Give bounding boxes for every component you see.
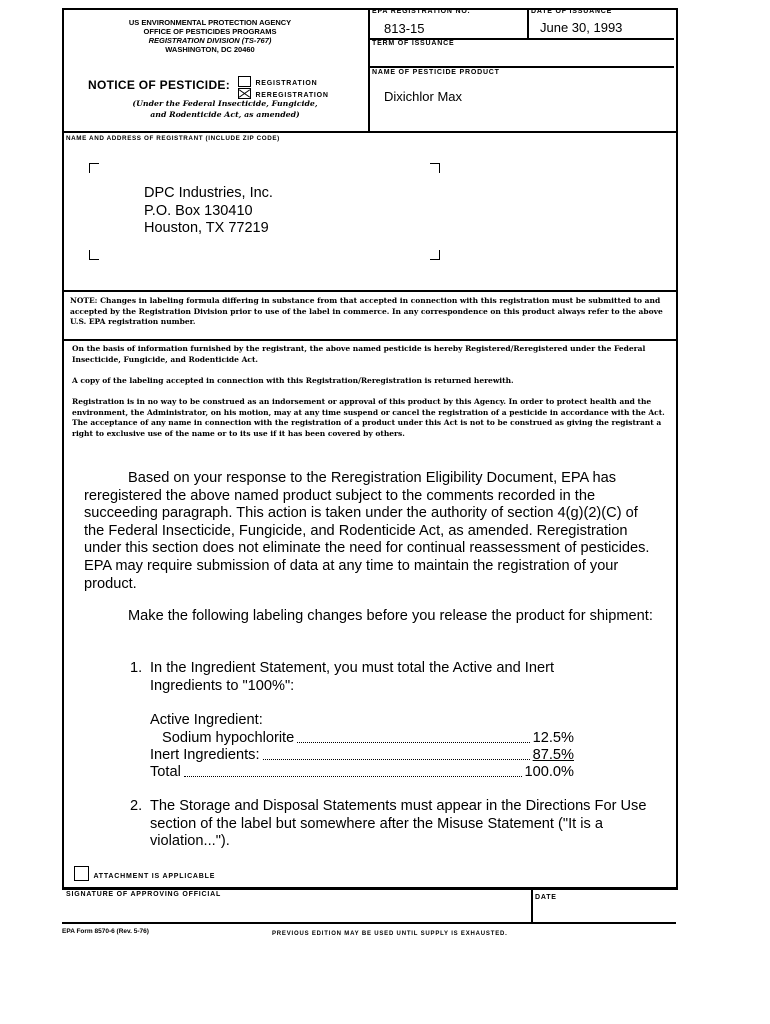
divider bbox=[62, 887, 676, 889]
labeling-copy-statement: A copy of the labeling accepted in connection with this Registration/Reregistration is returned herewith. bbox=[72, 376, 514, 385]
active-ingredient-heading: Active Ingredient: bbox=[150, 712, 263, 728]
agency-name: US ENVIRONMENTAL PROTECTION AGENCY bbox=[128, 18, 292, 27]
attachment-option[interactable]: ATTACHMENT IS APPLICABLE bbox=[74, 866, 215, 886]
divider bbox=[62, 922, 676, 924]
form-number: EPA Form 8570-6 (Rev. 5-76) bbox=[62, 928, 149, 935]
previous-edition-note: PREVIOUS EDITION MAY BE USED UNTIL SUPPLY IS EXHAUSTED. bbox=[272, 931, 508, 937]
term-of-issuance-label: TERM OF ISSUANCE bbox=[372, 40, 455, 47]
registrant-name: DPC Industries, Inc. bbox=[144, 185, 273, 201]
agency-address: WASHINGTON, DC 20460 bbox=[165, 45, 255, 54]
labeling-note: NOTE: Changes in labeling formula differing in substance from that accepted in connection with this registration must be submitted to and accepted by the Registration Division prior to use of the label in commerce. In any correspondence on this product always refer to the above U.S. EPA registration number. bbox=[70, 296, 663, 326]
attachment-checkbox[interactable] bbox=[74, 866, 89, 881]
date-label: DATE bbox=[535, 894, 557, 901]
product-name-value: Dixichlor Max bbox=[384, 89, 463, 104]
letter-paragraph-2: Make the following labeling changes before you release the product for shipment: bbox=[128, 608, 653, 624]
registrant-city: Houston, TX 77219 bbox=[144, 220, 269, 236]
epa-reg-no-value: 813-15 bbox=[384, 21, 425, 36]
option-reregistration[interactable]: REREGISTRATION bbox=[238, 86, 329, 104]
agency-division: REGISTRATION DIVISION (TS-767) bbox=[148, 36, 272, 45]
address-window-corner bbox=[430, 163, 440, 173]
registrant-address bbox=[144, 185, 273, 238]
letter-paragraph-1: Based on your response to the Reregistration Eligibility Document, EPA has reregistered the above named product subject to the comments recorded in the succeeding paragraph. This action is taken under the authority of section 4(g)(2)(C) of the Federal Insecticide, Fungicide, and Rodenticide Act, as amended. Reregistration under this section does not eliminate the need for continual reassessment of pesticides. EPA may require submission of data at any time to maintain the registration of your product. bbox=[84, 470, 650, 592]
divider bbox=[531, 889, 533, 924]
divider bbox=[368, 8, 370, 133]
option-registration[interactable]: REGISTRATION bbox=[238, 74, 317, 92]
divider bbox=[62, 339, 676, 341]
date-of-issuance-label: DATE OF ISSUANCE bbox=[531, 8, 613, 15]
ingredient-row: Sodium hypochlorite 12.5% bbox=[162, 730, 574, 746]
registrant-label: NAME AND ADDRESS OF REGISTRANT (INCLUDE ZIP CODE) bbox=[66, 135, 280, 142]
agency-office: OFFICE OF PESTICIDES PROGRAMS bbox=[143, 27, 277, 36]
product-name-label: NAME OF PESTICIDE PRODUCT bbox=[372, 69, 500, 76]
item-1-text: In the Ingredient Statement, you must total the Active and Inert Ingredients to "100%": bbox=[150, 660, 554, 694]
divider bbox=[62, 290, 676, 292]
item-2-text: The Storage and Disposal Statements must appear in the Directions For Use section of the label but somewhere after the Misuse Statement ("It is a violation..."). bbox=[150, 798, 647, 850]
ingredient-row: Inert Ingredients: 87.5% bbox=[150, 747, 574, 763]
ingredient-row: Total 100.0% bbox=[150, 764, 574, 780]
signature-label: SIGNATURE OF APPROVING OFFICIAL bbox=[66, 891, 222, 898]
address-window-corner bbox=[89, 163, 99, 173]
under-act-note: (Under the Federal Insecticide, Fungicide, and Rodenticide Act, as amended) bbox=[132, 99, 318, 119]
agency-block bbox=[96, 18, 324, 54]
disclaimer-statement: Registration is in no way to be construed as an indorsement or approval of this product by this Agency. In order to protect health and the environment, the Administrator, on his motion, may at any time suspend or cancel the registration of a pesticide in accordance with the Act. The acceptance of any name in connection with the registration of a product under this Act is not to be construed as giving the registrant a right to exclusive use of the name or to its use if it has been covered by others. bbox=[72, 397, 665, 438]
date-of-issuance-value: June 30, 1993 bbox=[540, 20, 623, 35]
registration-statement: On the basis of information furnished by the registrant, the above named pesticide is hereby Registered/Reregistered under the Federal Insecticide, Fungicide, and Rodenticide Act. bbox=[72, 344, 646, 364]
item-1-number: 1. bbox=[130, 660, 143, 676]
address-window-corner bbox=[89, 250, 99, 260]
divider bbox=[527, 8, 529, 39]
divider bbox=[368, 66, 674, 68]
address-window-corner bbox=[430, 250, 440, 260]
registrant-po-box: P.O. Box 130410 bbox=[144, 202, 253, 219]
item-2-number: 2. bbox=[130, 798, 143, 814]
notice-title: NOTICE OF PESTICIDE: bbox=[88, 78, 231, 92]
epa-reg-no-label: EPA REGISTRATION NO. bbox=[372, 8, 471, 15]
